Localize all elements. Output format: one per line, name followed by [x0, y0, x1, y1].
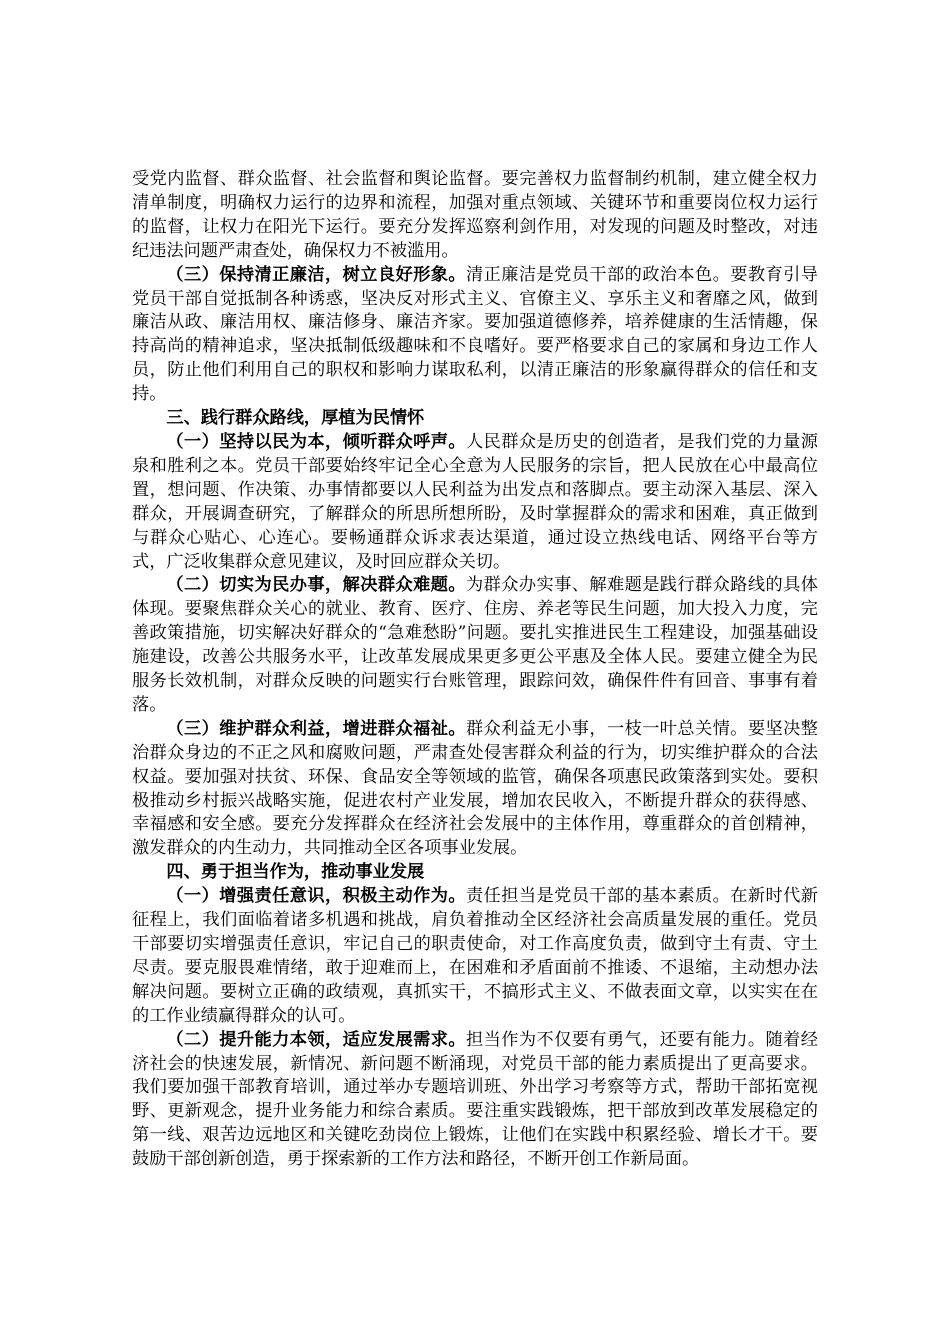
paragraph-lead: （一）坚持以民为本，倾听群众呼声。	[166, 431, 466, 452]
paragraph-text: 受党内监督、群众监督、社会监督和舆论监督。要完善权力监督制约机制，建立健全权力清单制度，明确权力运行的边界和流程，加强对重点领域、关键环节和重要岗位权力运行的监督，让权力在阳光下运行。要充分发挥巡察利剑作用，对发现的问题及时整改，对违纪违法问题严肃查处，确保权力不被滥用。	[132, 169, 818, 261]
paragraph-integrity	[132, 264, 818, 407]
paragraph-text: 担当作为不仅要有勇气，还要有能力。随着经济社会的快速发展，新情况、新问题不断涌现，对党员干部的能力素质提出了更高要求。我们要加强干部教育培训，通过举办专题培训班、外出学习考察等方式，帮助干部拓宽视野、更新观念，提升业务能力和综合素质。要注重实践锻炼，把干部放到改革发展稳定的第一线、艰苦边远地区和关键吃劲岗位上锻炼，让他们在实践中积累经验、增长才干。要鼓励干部创新创造，勇于探索新的工作方法和路径，不断开创工作新局面。	[132, 1029, 818, 1170]
paragraph-text: 人民群众是历史的创造者，是我们党的力量源泉和胜利之本。党员干部要始终牢记全心全意为人民服务的宗旨，把人民放在心中最高位置，想问题、作决策、办事情都要以人民利益为出发点和落脚点。要主动深入基层、深入群众，开展调查研究，了解群众的所思所想所盼，及时掌握群众的需求和困难，真正做到与群众心贴心、心连心。要畅通群众诉求表达渠道，通过设立热线电话、网络平台等方式，广泛收集群众意见建议，及时回应群众关切。	[132, 431, 818, 572]
paragraph-protect-interests	[132, 718, 818, 861]
section-heading-3: 三、践行群众路线，厚植为民情怀	[166, 408, 425, 429]
paragraph-serve-people	[132, 574, 818, 717]
paragraph-text: 清正廉洁是党员干部的政治本色。要教育引导党员干部自觉抵制各种诱惑，坚决反对形式主义、官僚主义、享乐主义和奢靡之风，做到廉洁从政、廉洁用权、廉洁修身、廉洁齐家。要加强道德修养，培养健康的生活情趣，保持高尚的精神追求，坚决抵制低级趣味和不良嗜好。要严格要求自己的家属和身边工作人员，防止他们利用自己的职权和影响力谋取私利，以清正廉洁的形象赢得群众的信任和支持。	[132, 264, 818, 405]
paragraph-capability	[132, 1029, 818, 1172]
paragraph-people-first	[132, 431, 818, 574]
paragraph-lead: （二）切实为民办事，解决群众难题。	[166, 575, 466, 596]
paragraph-responsibility	[132, 885, 818, 1028]
section-heading-4: 四、勇于担当作为，推动事业发展	[166, 862, 425, 883]
paragraph-text: 责任担当是党员干部的基本素质。在新时代新征程上，我们面临着诸多机遇和挑战，肩负着推动全区经济社会高质量发展的重任。党员干部要切实增强责任意识，牢记自己的职责使命，对工作高度负责，做到守土有责、守土尽责。要克服畏难情绪，敢于迎难而上，在困难和矛盾面前不推诿、不退缩，主动想办法解决问题。要树立正确的政绩观，真抓实干，不搞形式主义、不做表面文章，以实实在在的工作业绩赢得群众的认可。	[132, 886, 818, 1026]
document-body	[132, 168, 818, 1172]
paragraph-text: 为群众办实事、解难题是践行群众路线的具体体现。要聚焦群众关心的就业、教育、医疗、住房、养老等民生问题，加大投入力度，完善政策措施，切实解决好群众的“急难愁盼”问题。要扎实推进民生工程建设，加强基础设施建设，改善公共服务水平，让改革发展成果更多更公平惠及全体人民。要建立健全为民服务长效机制，对群众反映的问题实行台账管理，跟踪问效，确保件件有回音、事事有着落。	[132, 575, 818, 715]
paragraph-lead: （一）增强责任意识，积极主动作为。	[166, 886, 466, 907]
paragraph-lead: （二）提升能力本领，适应发展需求。	[166, 1029, 466, 1050]
paragraph-lead: （三）维护群众利益，增进群众福祉。	[166, 718, 466, 739]
paragraph-lead: （三）保持清正廉洁，树立良好形象。	[166, 264, 466, 285]
paragraph-supervision-continued	[132, 168, 818, 264]
paragraph-text: 群众利益无小事，一枝一叶总关情。要坚决整治群众身边的不正之风和腐败问题，严肃查处侵害群众利益的行为，切实维护群众的合法权益。要加强对扶贫、环保、食品安全等领域的监管，确保各项惠民政策落到实处。要积极推动乡村振兴战略实施，促进农村产业发展，增加农民收入，不断提升群众的获得感、幸福感和安全感。要充分发挥群众在经济社会发展中的主体作用，尊重群众的首创精神，激发群众的内生动力，共同推动全区各项事业发展。	[132, 718, 818, 859]
